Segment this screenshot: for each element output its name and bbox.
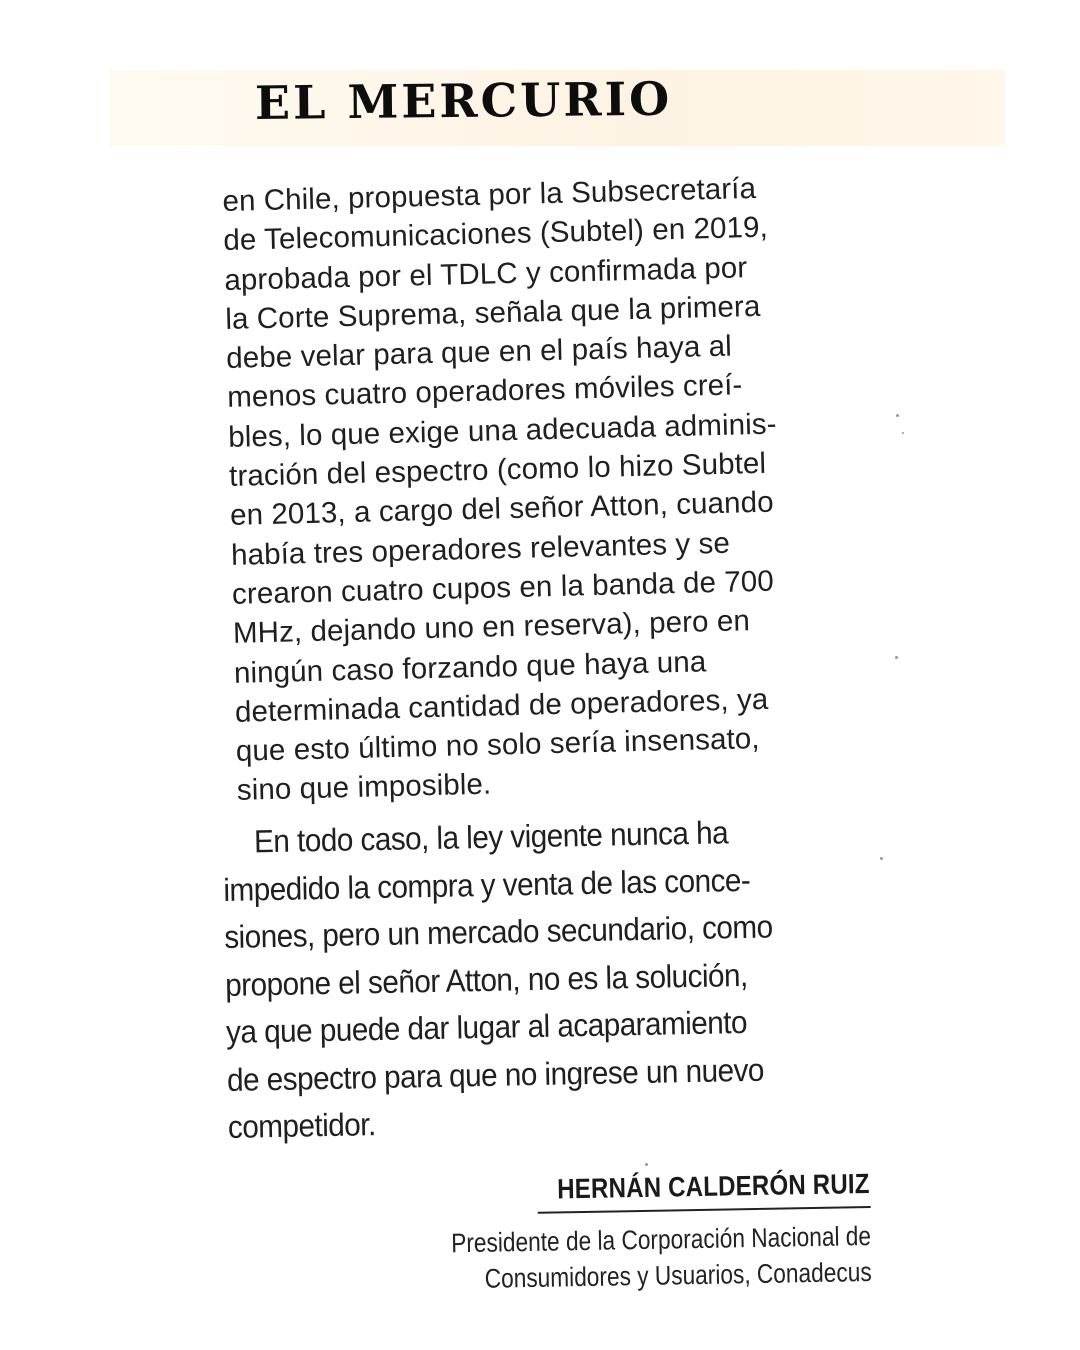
text-line: siones, pero un mercado secundario, como	[223, 908, 773, 955]
author-name: HERNÁN CALDERÓN RUIZ	[557, 1168, 871, 1205]
text-line: la Corte Suprema, señala que la primera	[224, 289, 761, 336]
author-role-line: Presidente de la Corporación Nacional de	[451, 1220, 872, 1259]
text-line: determinada cantidad de operadores, ya	[234, 682, 769, 729]
text-line: MHz, dejando uno en reserva), pero en	[232, 604, 751, 651]
text-line: menos cuatro operadores móviles creí-	[226, 368, 743, 415]
text-line: crearon cuatro cupos en la banda de 700	[231, 564, 775, 611]
text-line: debe velar para que en el país haya al	[225, 329, 733, 376]
author-role-line: Consumidores y Usuarios, Conadecus	[484, 1256, 873, 1294]
print-speck	[880, 857, 883, 860]
text-line: ningún caso forzando que haya una	[233, 644, 707, 690]
letter-body	[222, 171, 862, 1151]
text-line: en 2013, a cargo del señor Atton, cuando	[229, 485, 775, 533]
author-role	[451, 1218, 872, 1297]
text-line: que esto último no solo sería insensato,	[235, 722, 761, 768]
paragraph-2	[222, 807, 823, 1151]
print-speck	[896, 414, 899, 417]
print-speck	[645, 1163, 648, 1166]
text-line-content: En todo caso, la ley vigente nunca ha	[253, 814, 729, 860]
text-line: aprobada por el TDLC y confirmada por	[223, 250, 748, 297]
text-line: tración del espectro (como lo hizo Subtel	[228, 446, 767, 493]
text-line: había tres operadores relevantes y se	[230, 526, 731, 572]
print-speck	[895, 656, 898, 659]
text-line: propone el señor Atton, no es la solución,	[224, 956, 748, 1003]
print-speck	[902, 432, 904, 434]
paragraph-1	[222, 166, 877, 810]
text-line: ya que puede dar lugar al acaparamiento	[225, 1003, 748, 1050]
text-line: de espectro para que no ingrese un nuevo	[226, 1050, 765, 1098]
text-line: en Chile, propuesta por la Subsecretaría	[222, 171, 757, 218]
signature-block	[370, 1168, 872, 1299]
text-line: sino que imposible.	[236, 768, 492, 808]
signature-rule	[538, 1206, 871, 1214]
text-line: competidor.	[227, 1105, 376, 1145]
text-line: de Telecomunicaciones (Subtel) en 2019,	[223, 210, 769, 258]
text-line: impedido la compra y venta de las conce-	[223, 861, 751, 908]
text-line: bles, lo que exige una adecuada adminis-	[227, 407, 777, 454]
newspaper-masthead: EL MERCURIO	[254, 71, 673, 130]
